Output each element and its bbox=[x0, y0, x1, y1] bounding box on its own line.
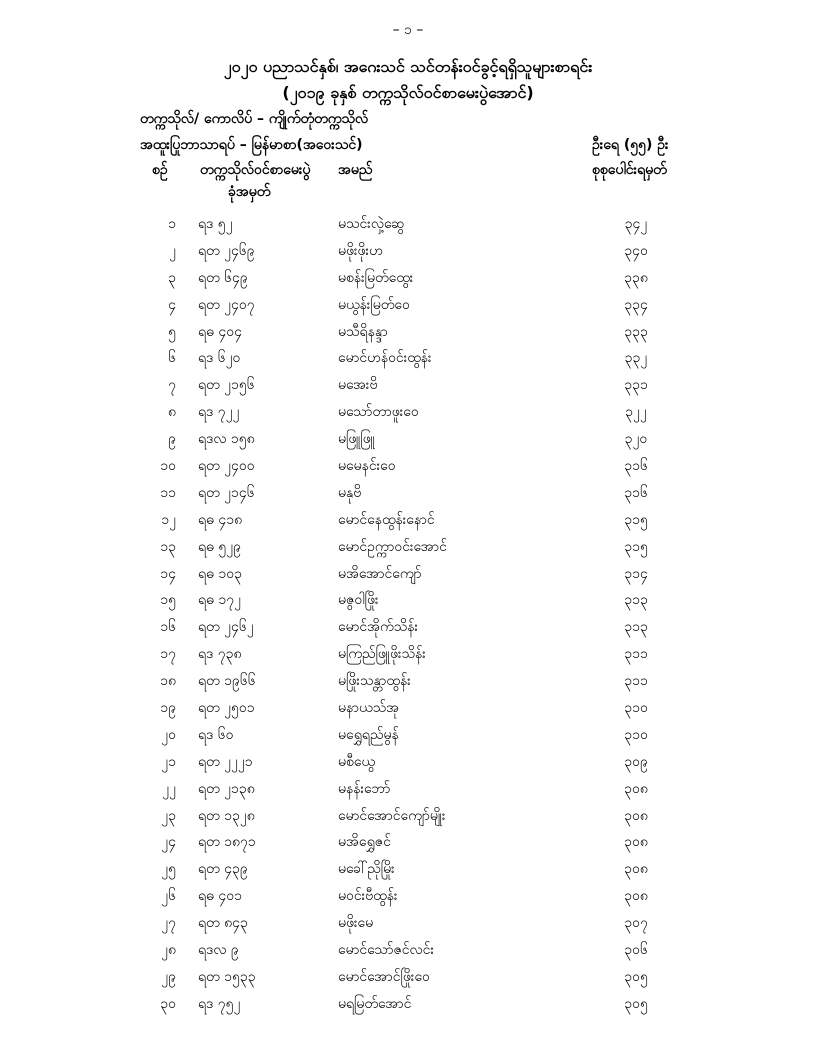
cell-serial-no: ၂၇ bbox=[161, 915, 176, 932]
cell-serial-no: ၂၅ bbox=[161, 861, 176, 878]
cell-roll-number: ရဒ ၆၂၀ bbox=[198, 350, 241, 367]
cell-total-marks: ၃၃၈ bbox=[624, 269, 648, 286]
cell-serial-no: ၁၆ bbox=[160, 619, 176, 636]
cell-total-marks: ၃၀၈ bbox=[624, 834, 648, 851]
cell-total-marks: ၃၁၅ bbox=[624, 511, 648, 528]
cell-name: မောင်ဥက္ကာဝင်းအောင် bbox=[338, 538, 447, 555]
table-row bbox=[0, 264, 816, 291]
cell-roll-number: ရဒ ၇၅၂ bbox=[198, 995, 241, 1012]
cell-name: မစီယွေ bbox=[338, 753, 376, 770]
cell-total-marks: ၃၀၈ bbox=[624, 861, 648, 878]
cell-serial-no: ၂၉ bbox=[161, 968, 176, 985]
cell-serial-no: ၁၀ bbox=[160, 458, 176, 475]
cell-roll-number: ရတ ၄၃၉ bbox=[198, 861, 248, 878]
cell-serial-no: ၆ bbox=[168, 350, 176, 367]
table-row bbox=[0, 291, 816, 318]
cell-roll-number: ရတ ၁၅၃၃ bbox=[198, 968, 256, 985]
cell-total-marks: ၃၁၀ bbox=[624, 726, 648, 743]
cell-roll-number: ရဒ ၇၃၈ bbox=[198, 646, 242, 663]
cell-roll-number: ရတ ၂၁၃၈ bbox=[198, 780, 255, 797]
cell-serial-no: ၁၅ bbox=[160, 592, 176, 609]
table-row bbox=[0, 613, 816, 640]
cell-serial-no: ၈ bbox=[168, 404, 176, 421]
cell-name: မယွန်းမြတ်ဝေ bbox=[338, 296, 410, 313]
table-row bbox=[0, 990, 816, 1017]
cell-roll-number: ရဓ ၄၁၈ bbox=[198, 511, 243, 528]
cell-name: မအိအောင်ကျော် bbox=[338, 565, 422, 582]
table-row bbox=[0, 318, 816, 345]
cell-total-marks: ၃၀၉ bbox=[624, 753, 648, 770]
cell-total-marks: ၃၃၁ bbox=[624, 377, 648, 394]
cell-name: မကြည်ဖြူဖိုးသိန်း bbox=[338, 646, 426, 663]
cell-total-marks: ၃၁၃ bbox=[624, 592, 648, 609]
cell-name: မဖြူဖြူ bbox=[338, 431, 375, 448]
table-row bbox=[0, 721, 816, 748]
cell-name: မသော်တာဖူးဝေ bbox=[338, 404, 419, 421]
cell-total-marks: ၃၁၅ bbox=[624, 538, 648, 555]
cell-roll-number: ရဓ ၅၂၉ bbox=[198, 538, 241, 555]
cell-serial-no: ၁၁ bbox=[160, 484, 176, 501]
cell-name: မသင်းလှဲ့ဆွေ bbox=[338, 216, 405, 232]
cell-serial-no: ၂၀ bbox=[161, 726, 176, 743]
table-row bbox=[0, 936, 816, 963]
table-row bbox=[0, 210, 816, 237]
cell-total-marks: ၃၀၇ bbox=[624, 915, 648, 932]
cell-serial-no: ၂၄ bbox=[161, 834, 176, 851]
cell-serial-no: ၁၉ bbox=[160, 700, 176, 717]
table-row bbox=[0, 371, 816, 398]
cell-roll-number: ရတ ၁၉၆၆ bbox=[198, 673, 256, 690]
student-count: ဦးရေ (၅၅) ဦး bbox=[592, 137, 669, 153]
cell-serial-no: ၁ bbox=[168, 216, 176, 232]
cell-total-marks: ၃၁၀ bbox=[624, 700, 648, 717]
cell-name: မသီရိနန္ဒာ bbox=[338, 323, 388, 340]
table-row bbox=[0, 909, 816, 936]
cell-total-marks: ၃၁၆ bbox=[624, 484, 648, 501]
cell-serial-no: ၃ bbox=[168, 269, 176, 286]
university-line: တက္ကသိုလ်/ ကောလိပ် – ကျိုက်တုံတက္ကသိုလ် bbox=[140, 111, 369, 127]
table-row bbox=[0, 667, 816, 694]
cell-serial-no: ၂၁ bbox=[161, 753, 176, 770]
cell-total-marks: ၃၃၄ bbox=[624, 296, 648, 313]
cell-serial-no: ၁၂ bbox=[161, 511, 176, 528]
cell-total-marks: ၃၀၆ bbox=[624, 942, 648, 959]
cell-roll-number: ရတ ၂၄၀၇ bbox=[198, 296, 255, 313]
cell-roll-number: ရတ ၂၁၄၆ bbox=[198, 484, 255, 501]
cell-serial-no: ၁၈ bbox=[160, 673, 176, 690]
cell-total-marks: ၃၁၆ bbox=[624, 458, 648, 475]
cell-serial-no: ၁၄ bbox=[160, 565, 176, 582]
cell-name: မခေါ်ညိုမြိုး bbox=[338, 861, 395, 878]
cell-name: မောင်သော်ဇင်လင်း bbox=[338, 942, 435, 959]
results-table bbox=[0, 210, 816, 1017]
cell-total-marks: ၃၁၃ bbox=[624, 619, 648, 636]
table-row bbox=[0, 882, 816, 909]
cell-total-marks: ၃၀၈ bbox=[624, 780, 648, 797]
cell-total-marks: ၃၀၈ bbox=[624, 807, 648, 824]
cell-serial-no: ၅ bbox=[168, 323, 176, 340]
cell-roll-number: ရတ ၁၃၂၈ bbox=[198, 807, 255, 824]
cell-roll-number: ရတ ၂၂၂၁ bbox=[198, 753, 253, 770]
cell-name: မဖိုးမေ bbox=[338, 915, 374, 932]
cell-roll-number: ရဒ ၆၀ bbox=[198, 726, 234, 743]
cell-roll-number: ရဓ ၁၀၃ bbox=[198, 565, 242, 582]
table-row bbox=[0, 398, 816, 425]
cell-name: မောင်အိုက်သိန်း bbox=[338, 619, 419, 636]
table-row bbox=[0, 586, 816, 613]
cell-total-marks: ၃၂၂ bbox=[625, 404, 647, 421]
header-total-marks: စုစုပေါင်းရမှတ် bbox=[592, 162, 667, 178]
cell-name: မနုဗိ bbox=[338, 484, 362, 501]
cell-total-marks: ၃၀၅ bbox=[624, 995, 648, 1012]
department-line: အထူးပြုဘာသာရပ် – မြန်မာစာ(အဝေးသင်) bbox=[140, 137, 363, 153]
cell-total-marks: ၃၃၂ bbox=[624, 350, 648, 367]
cell-roll-number: ရဒလ ၉ bbox=[198, 942, 239, 959]
table-row bbox=[0, 479, 816, 506]
cell-name: မအေးဗိ bbox=[338, 377, 378, 394]
cell-roll-number: ရဒ ၅၂ bbox=[198, 216, 233, 232]
cell-total-marks: ၃၁၁ bbox=[624, 673, 648, 690]
header-roll-number-line2: ခုံအမှတ် bbox=[228, 184, 271, 200]
cell-name: မဝင်းဗီထွန်း bbox=[338, 888, 398, 905]
page-number: – ၁ – bbox=[392, 22, 424, 38]
cell-serial-no: ၇ bbox=[168, 377, 176, 394]
cell-roll-number: ရတ ၂၄၀၀ bbox=[198, 458, 255, 475]
table-row bbox=[0, 855, 816, 882]
cell-name: မအိရွှေဇင် bbox=[338, 834, 391, 851]
cell-total-marks: ၃၃၃ bbox=[624, 323, 648, 340]
cell-total-marks: ၃၀၅ bbox=[624, 968, 648, 985]
cell-name: မောင်ဟန်ဝင်းထွန်း bbox=[338, 350, 432, 367]
cell-total-marks: ၃၀၈ bbox=[624, 888, 648, 905]
cell-name: မောင်နေထွန်းနောင် bbox=[338, 511, 435, 528]
table-row bbox=[0, 748, 816, 775]
header-roll-number: တက္ကသိုလ်ဝင်စာမေးပွဲ bbox=[200, 162, 311, 178]
cell-roll-number: ရတ ၈၄၃ bbox=[198, 915, 248, 932]
cell-name: မရမြတ်အောင် bbox=[338, 995, 412, 1012]
cell-serial-no: ၄ bbox=[168, 296, 176, 313]
cell-roll-number: ရဒ ၇၂၂ bbox=[198, 404, 240, 421]
table-row bbox=[0, 533, 816, 560]
table-row bbox=[0, 828, 816, 855]
table-row bbox=[0, 506, 816, 533]
table-row bbox=[0, 775, 816, 802]
cell-serial-no: ၂၂ bbox=[162, 780, 176, 797]
cell-name: မရွှေရည်မွန် bbox=[338, 726, 399, 743]
cell-roll-number: ရတ ၂၄၆၂ bbox=[198, 619, 254, 636]
cell-roll-number: ရတ ၂၄၆၉ bbox=[198, 242, 255, 259]
header-name: အမည် bbox=[338, 162, 373, 178]
table-row bbox=[0, 694, 816, 721]
table-row bbox=[0, 425, 816, 452]
cell-serial-no: ၁၇ bbox=[160, 646, 176, 663]
table-row bbox=[0, 344, 816, 371]
cell-name: မစန်းမြတ်ထွေး bbox=[338, 269, 414, 286]
cell-total-marks: ၃၁၄ bbox=[624, 565, 648, 582]
table-row bbox=[0, 802, 816, 829]
table-row bbox=[0, 452, 816, 479]
document-subtitle: (၂၀၁၉ ခုနှစ် တက္ကသိုလ်ဝင်စာမေးပွဲအောင်) bbox=[282, 83, 534, 102]
cell-serial-no: ၂၆ bbox=[161, 888, 176, 905]
cell-name: မမေနင်းဝေ bbox=[338, 458, 396, 475]
cell-total-marks: ၃၄၀ bbox=[624, 242, 648, 259]
cell-roll-number: ရတ ၂၁၅၆ bbox=[198, 377, 255, 394]
document-title: ၂၀၂၀ ပညာသင်နှစ်၊ အဂေးသင် သင်တန်းဝင်ခွင့်ရရှိသူများစာရင်း bbox=[223, 57, 593, 76]
cell-roll-number: ရတ ၆၄၉ bbox=[198, 269, 248, 286]
cell-total-marks: ၃၄၂ bbox=[624, 216, 648, 232]
cell-serial-no: ၂၈ bbox=[161, 942, 176, 959]
cell-name: မဇွဝါဖြိုး bbox=[338, 592, 379, 609]
cell-serial-no: ၂၃ bbox=[161, 807, 176, 824]
table-row bbox=[0, 640, 816, 667]
cell-name: မောင်အောင်ကျော်မျိုး bbox=[338, 807, 446, 824]
cell-name: မနန်းဘော် bbox=[338, 780, 391, 797]
header-serial-no: စဉ် bbox=[152, 162, 168, 178]
cell-roll-number: ရဓ ၄၀၄ bbox=[198, 323, 242, 340]
cell-name: မဖိုးဖိုးဟ bbox=[338, 242, 383, 259]
cell-roll-number: ရဓ ၄၀၁ bbox=[198, 888, 242, 905]
table-row bbox=[0, 963, 816, 990]
cell-serial-no: ၃၀ bbox=[160, 995, 176, 1012]
cell-serial-no: ၂ bbox=[169, 242, 176, 259]
cell-total-marks: ၃၂၀ bbox=[624, 431, 648, 448]
cell-roll-number: ရဒလ ၁၅၈ bbox=[198, 431, 255, 448]
cell-roll-number: ရဓ ၁၇၂ bbox=[198, 592, 241, 609]
table-row bbox=[0, 237, 816, 264]
cell-name: မနာယသ်အု bbox=[338, 700, 399, 717]
cell-serial-no: ၁၃ bbox=[160, 538, 176, 555]
cell-name: မဖြိုးသန္တာထွန်း bbox=[338, 673, 411, 690]
cell-name: မောင်အောင်ဖြိုးဝေ bbox=[338, 968, 430, 985]
cell-roll-number: ရတ ၂၅၀၁ bbox=[198, 700, 255, 717]
cell-roll-number: ရတ ၁၈၇၁ bbox=[198, 834, 256, 851]
cell-serial-no: ၉ bbox=[168, 431, 176, 448]
table-row bbox=[0, 560, 816, 587]
cell-total-marks: ၃၁၁ bbox=[624, 646, 648, 663]
